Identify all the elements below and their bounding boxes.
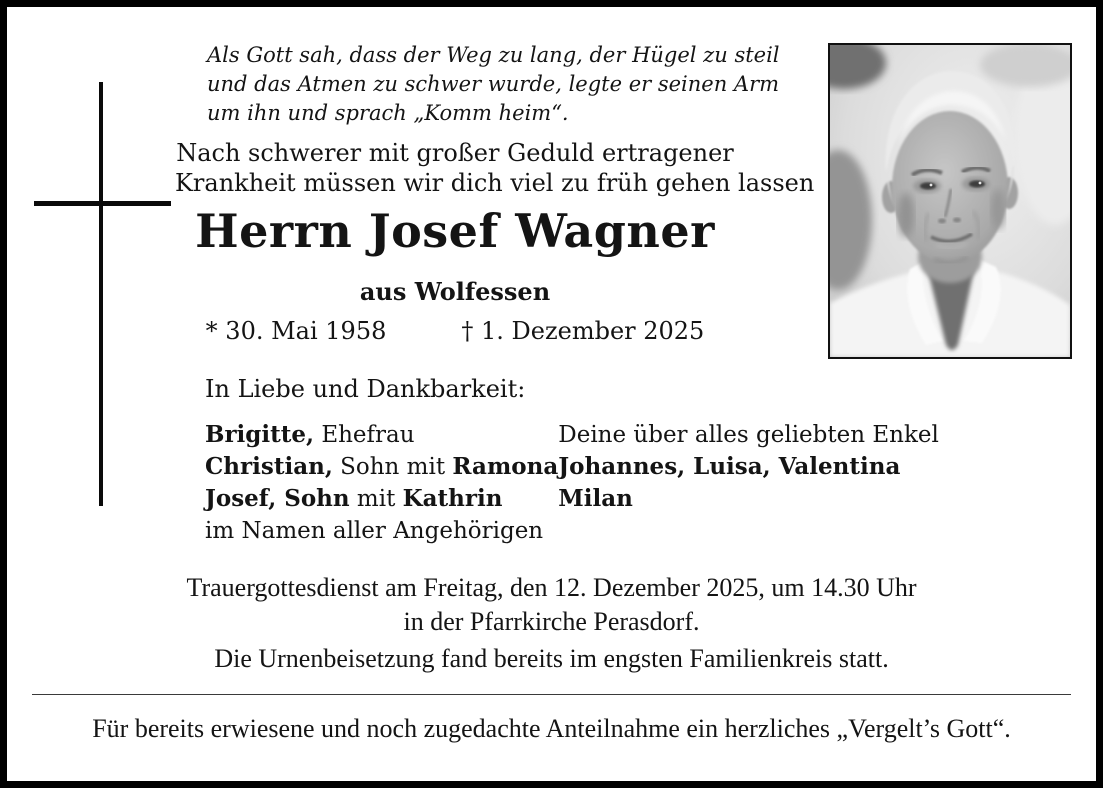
mourner-line: Milan [558, 485, 633, 512]
memorial-cross-horizontal-bar [34, 201, 171, 206]
mourner-line: Josef, Sohn mit Kathrin [205, 485, 503, 512]
birth-date: * 30. Mai 1958 [205, 317, 387, 345]
announcement-line: Nach schwerer mit großer Geduld ertragener [176, 139, 734, 167]
verse-line: und das Atmen zu schwer wurde, legte er seinen Arm [207, 72, 780, 96]
mourners-list [205, 419, 939, 547]
burial-info-line: Die Urnenbeisetzung fand bereits im engsten Familienkreis statt. [214, 644, 889, 673]
deceased-name: Herrn Josef Wagner [195, 204, 715, 258]
announcement-line: Krankheit müssen wir dich viel zu früh gehen lassen [175, 169, 815, 197]
obituary-text-column [175, 7, 939, 567]
mourner-line: Deine über alles geliebten Enkel [558, 422, 939, 448]
mourner-line: Johannes, Luisa, Valentina [558, 453, 901, 480]
portrait-photo [828, 43, 1072, 359]
life-dates [175, 317, 735, 345]
death-date: † 1. Dezember 2025 [461, 317, 705, 345]
mourner-line: Christian, Sohn mit Ramona [205, 453, 559, 480]
service-info-line: in der Pfarrkirche Perasdorf. [403, 607, 700, 636]
closing-thanks-line: Für bereits erwiesene und noch zugedachte Anteilnahme ein herzliches „Vergelt’s Gott“. [92, 714, 1011, 743]
opening-verse [207, 41, 780, 128]
mourner-line: Brigitte, Ehefrau [205, 421, 415, 448]
mourner-line: im Namen aller Angehörigen [205, 518, 544, 544]
deceased-origin: aus Wolfessen [359, 277, 551, 306]
memorial-cross-vertical-bar [99, 82, 103, 506]
mourners-column-right [558, 419, 939, 547]
horizontal-divider [32, 694, 1071, 695]
verse-line: um ihn und sprach „Komm heim“. [207, 101, 569, 125]
mourners-column-left [205, 419, 558, 547]
family-heading: In Liebe und Dankbarkeit: [205, 375, 526, 403]
verse-line: Als Gott sah, dass der Weg zu lang, der Hügel zu steil [207, 43, 780, 67]
service-info-line: Trauergottesdienst am Freitag, den 12. Dezember 2025, um 14.30 Uhr [186, 573, 917, 602]
announcement-text [175, 138, 815, 198]
